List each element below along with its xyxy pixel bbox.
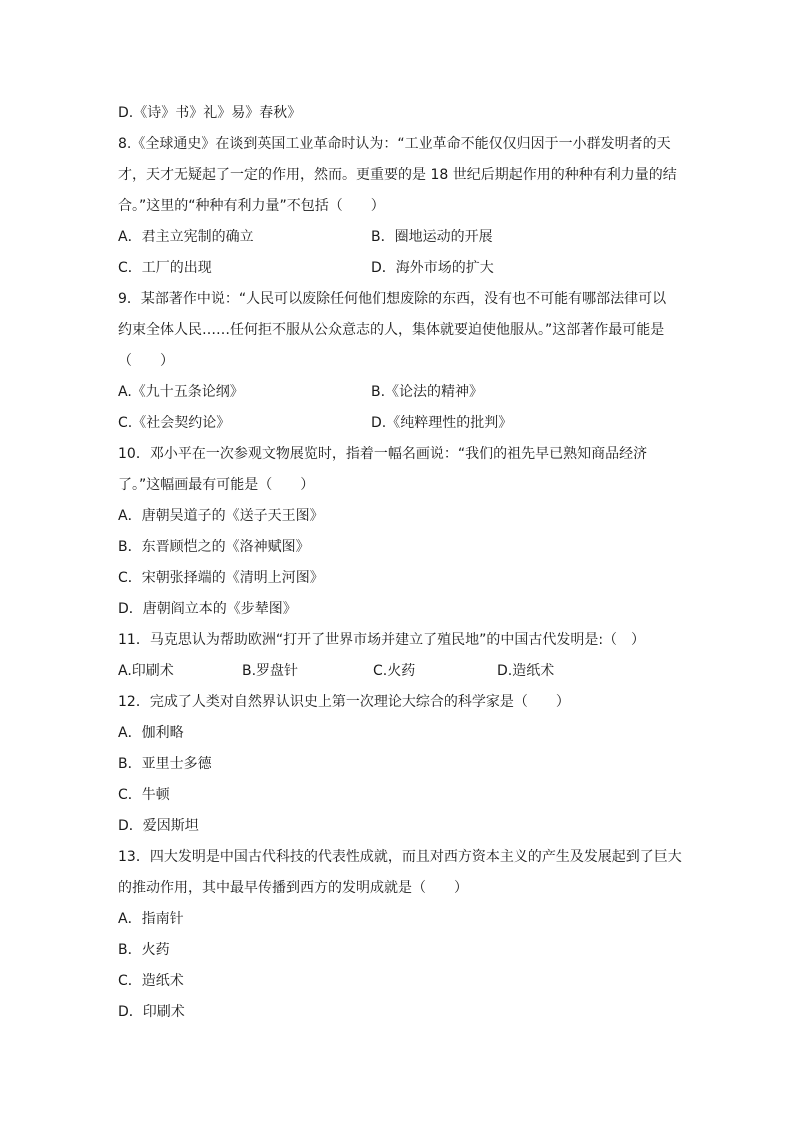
option-d-q7: D.《诗》书》礼》易》春秋》 bbox=[118, 105, 302, 121]
q9-option-b: B.《论法的精神》 bbox=[371, 384, 484, 400]
q10-option-d: D．唐朝阎立本的《步辇图》 bbox=[118, 601, 297, 617]
q10-stem-line-2: 了。”这幅画最有可能是（ ） bbox=[118, 477, 315, 493]
q11-option-a: A.印刷术 bbox=[118, 663, 174, 679]
q11-option-d: D.造纸术 bbox=[497, 663, 555, 679]
q9-stem-line-2: 约束全体人民……任何拒不服从公众意志的人，集体就要迫使他服从。”这部著作最可能是 bbox=[118, 322, 665, 338]
q12-option-b: B．亚里士多德 bbox=[118, 756, 212, 772]
q8-options-row-1 bbox=[118, 222, 678, 253]
q9-option-d: D.《纯粹理性的批判》 bbox=[371, 415, 513, 431]
q8-stem-line-2: 才，天才无疑起了一定的作用，然而。更重要的是 18 世纪后期起作用的种种有利力量的结 bbox=[118, 167, 677, 183]
q12-stem-line-1: 12．完成了人类对自然界认识史上第一次理论大综合的科学家是（ ） bbox=[118, 694, 570, 710]
q8-option-a: A．君主立宪制的确立 bbox=[118, 229, 254, 245]
q8-option-b: B．圈地运动的开展 bbox=[371, 229, 493, 245]
q9-option-a: A.《九十五条论纲》 bbox=[118, 384, 244, 400]
q11-option-c: C.火药 bbox=[373, 663, 416, 679]
q10-option-b: B．东晋顾恺之的《洛神赋图》 bbox=[118, 539, 310, 555]
q9-stem-line-3: （ ） bbox=[118, 353, 174, 369]
q8-option-c: C．工厂的出现 bbox=[118, 260, 212, 276]
q8-option-d: D．海外市场的扩大 bbox=[371, 260, 494, 276]
q11-option-b: B.罗盘针 bbox=[242, 663, 299, 679]
q13-stem-line-1: 13．四大发明是中国古代科技的代表性成就，而且对西方资本主义的产生及发展起到了巨大 bbox=[118, 849, 682, 865]
q8-options-row-2 bbox=[118, 253, 678, 284]
q12-option-c: C．牛顿 bbox=[118, 787, 170, 803]
q9-options-row-1 bbox=[118, 377, 678, 408]
q11-options-row bbox=[118, 656, 678, 687]
q13-option-c: C．造纸术 bbox=[118, 973, 184, 989]
q13-stem-line-2: 的推动作用，其中最早传播到西方的发明成就是（ ） bbox=[118, 880, 468, 896]
q13-option-b: B．火药 bbox=[118, 942, 170, 958]
q8-stem-line-3: 合。”这里的“种种有利力量”不包括（ ） bbox=[118, 198, 385, 214]
q11-stem-line-1: 11．马克思认为帮助欧洲“打开了世界市场并建立了殖民地”的中国古代发明是:（ ） bbox=[118, 632, 646, 648]
q10-option-a: A．唐朝吴道子的《送子天王图》 bbox=[118, 508, 324, 524]
q10-option-c: C．宋朝张择端的《清明上河图》 bbox=[118, 570, 324, 586]
q12-option-a: A．伽利略 bbox=[118, 725, 184, 741]
question-list bbox=[118, 98, 682, 1028]
q13-option-a: A．指南针 bbox=[118, 911, 184, 927]
q9-stem-line-1: 9．某部著作中说：“人民可以废除任何他们想废除的东西，没有也不可能有哪部法律可以 bbox=[118, 291, 667, 307]
q9-options-row-2 bbox=[118, 408, 678, 439]
q13-option-d: D．印刷术 bbox=[118, 1004, 185, 1020]
q8-stem-line-1: 8.《全球通史》在谈到英国工业革命时认为：“工业革命不能仅仅归因于一小群发明者的天 bbox=[118, 136, 671, 152]
q9-option-c: C.《社会契约论》 bbox=[118, 415, 231, 431]
q12-option-d: D．爱因斯坦 bbox=[118, 818, 199, 834]
q10-stem-line-1: 10．邓小平在一次参观文物展览时，指着一幅名画说：“我们的祖先早已熟知商品经济 bbox=[118, 446, 648, 462]
